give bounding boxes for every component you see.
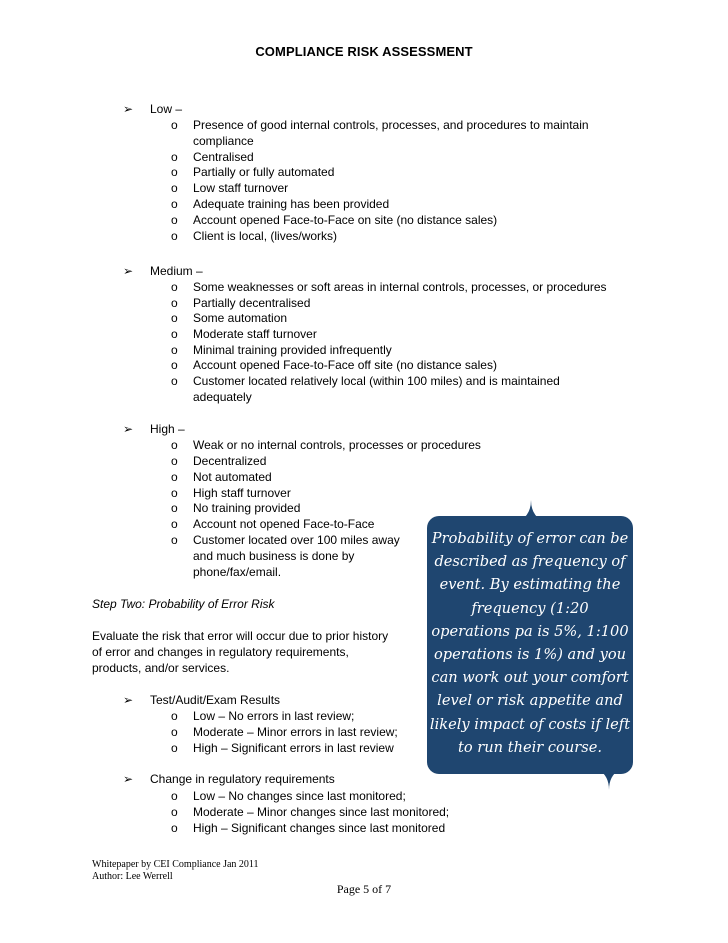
list-item-text: phone/fax/email. xyxy=(193,565,282,579)
circle-bullet-icon: o xyxy=(171,118,178,132)
list-item-text: Customer located over 100 miles away xyxy=(193,533,400,547)
circle-bullet-icon: o xyxy=(171,454,178,468)
step-two-paragraph-line: products, and/or services. xyxy=(92,661,230,675)
callout-box xyxy=(427,516,633,774)
medium-heading: Medium – xyxy=(150,264,203,278)
list-item-text: Account not opened Face-to-Face xyxy=(193,517,375,531)
circle-bullet-icon: o xyxy=(171,280,178,294)
footer-info xyxy=(92,859,259,883)
page-number: Page 5 of 7 xyxy=(336,882,392,896)
list-item-text: Partially or fully automated xyxy=(193,165,335,179)
list-item-text: Decentralized xyxy=(193,454,267,468)
circle-bullet-icon: o xyxy=(171,229,178,243)
list-item-text: adequately xyxy=(193,390,252,404)
low-heading: Low – xyxy=(150,102,183,116)
callout-bottom-notch xyxy=(599,770,619,790)
list-item-text: Weak or no internal controls, processes or procedures xyxy=(193,438,481,452)
arrow-bullet-icon: ➢ xyxy=(123,422,134,436)
circle-bullet-icon: o xyxy=(171,327,178,341)
list-item-text: Low staff turnover xyxy=(193,181,289,195)
step-two-paragraph-line: of error and changes in regulatory requirements, xyxy=(92,645,349,659)
circle-bullet-icon: o xyxy=(171,501,178,515)
circle-bullet-icon: o xyxy=(171,470,178,484)
circle-bullet-icon: o xyxy=(171,358,178,372)
page-title: COMPLIANCE RISK ASSESSMENT xyxy=(255,44,473,59)
list-item-text: Customer located relatively local (within 100 miles) and is maintained xyxy=(193,374,560,388)
list-item-text: Adequate training has been provided xyxy=(193,197,390,211)
step-two-heading: Step Two: Probability of Error Risk xyxy=(92,597,275,611)
list-item-text: Account opened Face-to-Face off site (no distance sales) xyxy=(193,358,497,372)
list-item-text: Centralised xyxy=(193,150,254,164)
list-item-text: Presence of good internal controls, processes, and procedures to maintain xyxy=(193,118,589,132)
callout-line: operations is 1%) and you xyxy=(433,646,627,664)
circle-bullet-icon: o xyxy=(171,438,178,452)
circle-bullet-icon: o xyxy=(171,311,178,325)
list-item-text: and much business is done by xyxy=(193,549,355,563)
list-item-text: Not automated xyxy=(193,470,272,484)
callout-line: can work out your comfort xyxy=(431,669,629,687)
callout-line: Probability of error can be xyxy=(431,530,629,547)
list-item-text: Minimal training provided infrequently xyxy=(193,343,392,357)
list-item-text: Client is local, (lives/works) xyxy=(193,229,338,243)
callout-line: likely impact of costs if left xyxy=(429,715,631,733)
list-item-text: High – Significant errors in last review xyxy=(193,741,394,755)
circle-bullet-icon: o xyxy=(171,165,178,179)
step-two-paragraph-line: Evaluate the risk that error will occur due to prior history xyxy=(92,629,389,643)
callout-line: operations pa is 5%, 1:100 xyxy=(431,622,629,640)
circle-bullet-icon: o xyxy=(171,709,178,723)
circle-bullet-icon: o xyxy=(171,805,178,819)
circle-bullet-icon: o xyxy=(171,374,178,388)
arrow-bullet-icon: ➢ xyxy=(123,102,134,116)
circle-bullet-icon: o xyxy=(171,486,178,500)
circle-bullet-icon: o xyxy=(171,517,178,531)
test-audit-heading: Test/Audit/Exam Results xyxy=(150,693,281,707)
circle-bullet-icon: o xyxy=(171,150,178,164)
circle-bullet-icon: o xyxy=(171,197,178,211)
circle-bullet-icon: o xyxy=(171,789,178,803)
arrow-bullet-icon: ➢ xyxy=(123,264,134,278)
footer-whitepaper: Whitepaper by CEI Compliance Jan 2011 xyxy=(92,859,259,870)
list-item-text: Moderate – Minor errors in last review; xyxy=(193,725,398,739)
list-item-text: Moderate – Minor changes since last monitored; xyxy=(193,805,450,819)
list-item-text: High staff turnover xyxy=(193,486,291,500)
circle-bullet-icon: o xyxy=(171,821,178,835)
footer-author: Author: Lee Werrell xyxy=(92,871,173,882)
high-heading: High – xyxy=(150,422,185,436)
circle-bullet-icon: o xyxy=(171,296,178,310)
list-item-text: No training provided xyxy=(193,501,301,515)
circle-bullet-icon: o xyxy=(171,741,178,755)
regulatory-heading: Change in regulatory requirements xyxy=(150,772,335,786)
callout-line: frequency (1:20 xyxy=(471,599,589,617)
circle-bullet-icon: o xyxy=(171,533,178,547)
list-item-text: Some weaknesses or soft areas in internal controls, processes, or procedures xyxy=(193,280,607,294)
circle-bullet-icon: o xyxy=(171,725,178,739)
arrow-bullet-icon: ➢ xyxy=(123,772,134,786)
list-item-text: Low – No changes since last monitored; xyxy=(193,789,406,803)
callout-line: event. By estimating the xyxy=(439,576,621,594)
list-item-text: Partially decentralised xyxy=(193,296,311,310)
circle-bullet-icon: o xyxy=(171,213,178,227)
callout-line: to run their course. xyxy=(458,738,602,756)
arrow-bullet-icon: ➢ xyxy=(123,693,134,707)
list-item-text: Some automation xyxy=(193,311,288,325)
list-item-text: Low – No errors in last review; xyxy=(193,709,355,723)
circle-bullet-icon: o xyxy=(171,181,178,195)
circle-bullet-icon: o xyxy=(171,343,178,357)
callout-line: described as frequency of xyxy=(434,553,626,571)
callout-line: level or risk appetite and xyxy=(437,692,623,710)
list-item-text: Account opened Face-to-Face on site (no distance sales) xyxy=(193,213,498,227)
list-item-text: High – Significant changes since last monitored xyxy=(193,821,446,835)
list-item-text: compliance xyxy=(193,134,254,148)
list-item-text: Moderate staff turnover xyxy=(193,327,317,341)
